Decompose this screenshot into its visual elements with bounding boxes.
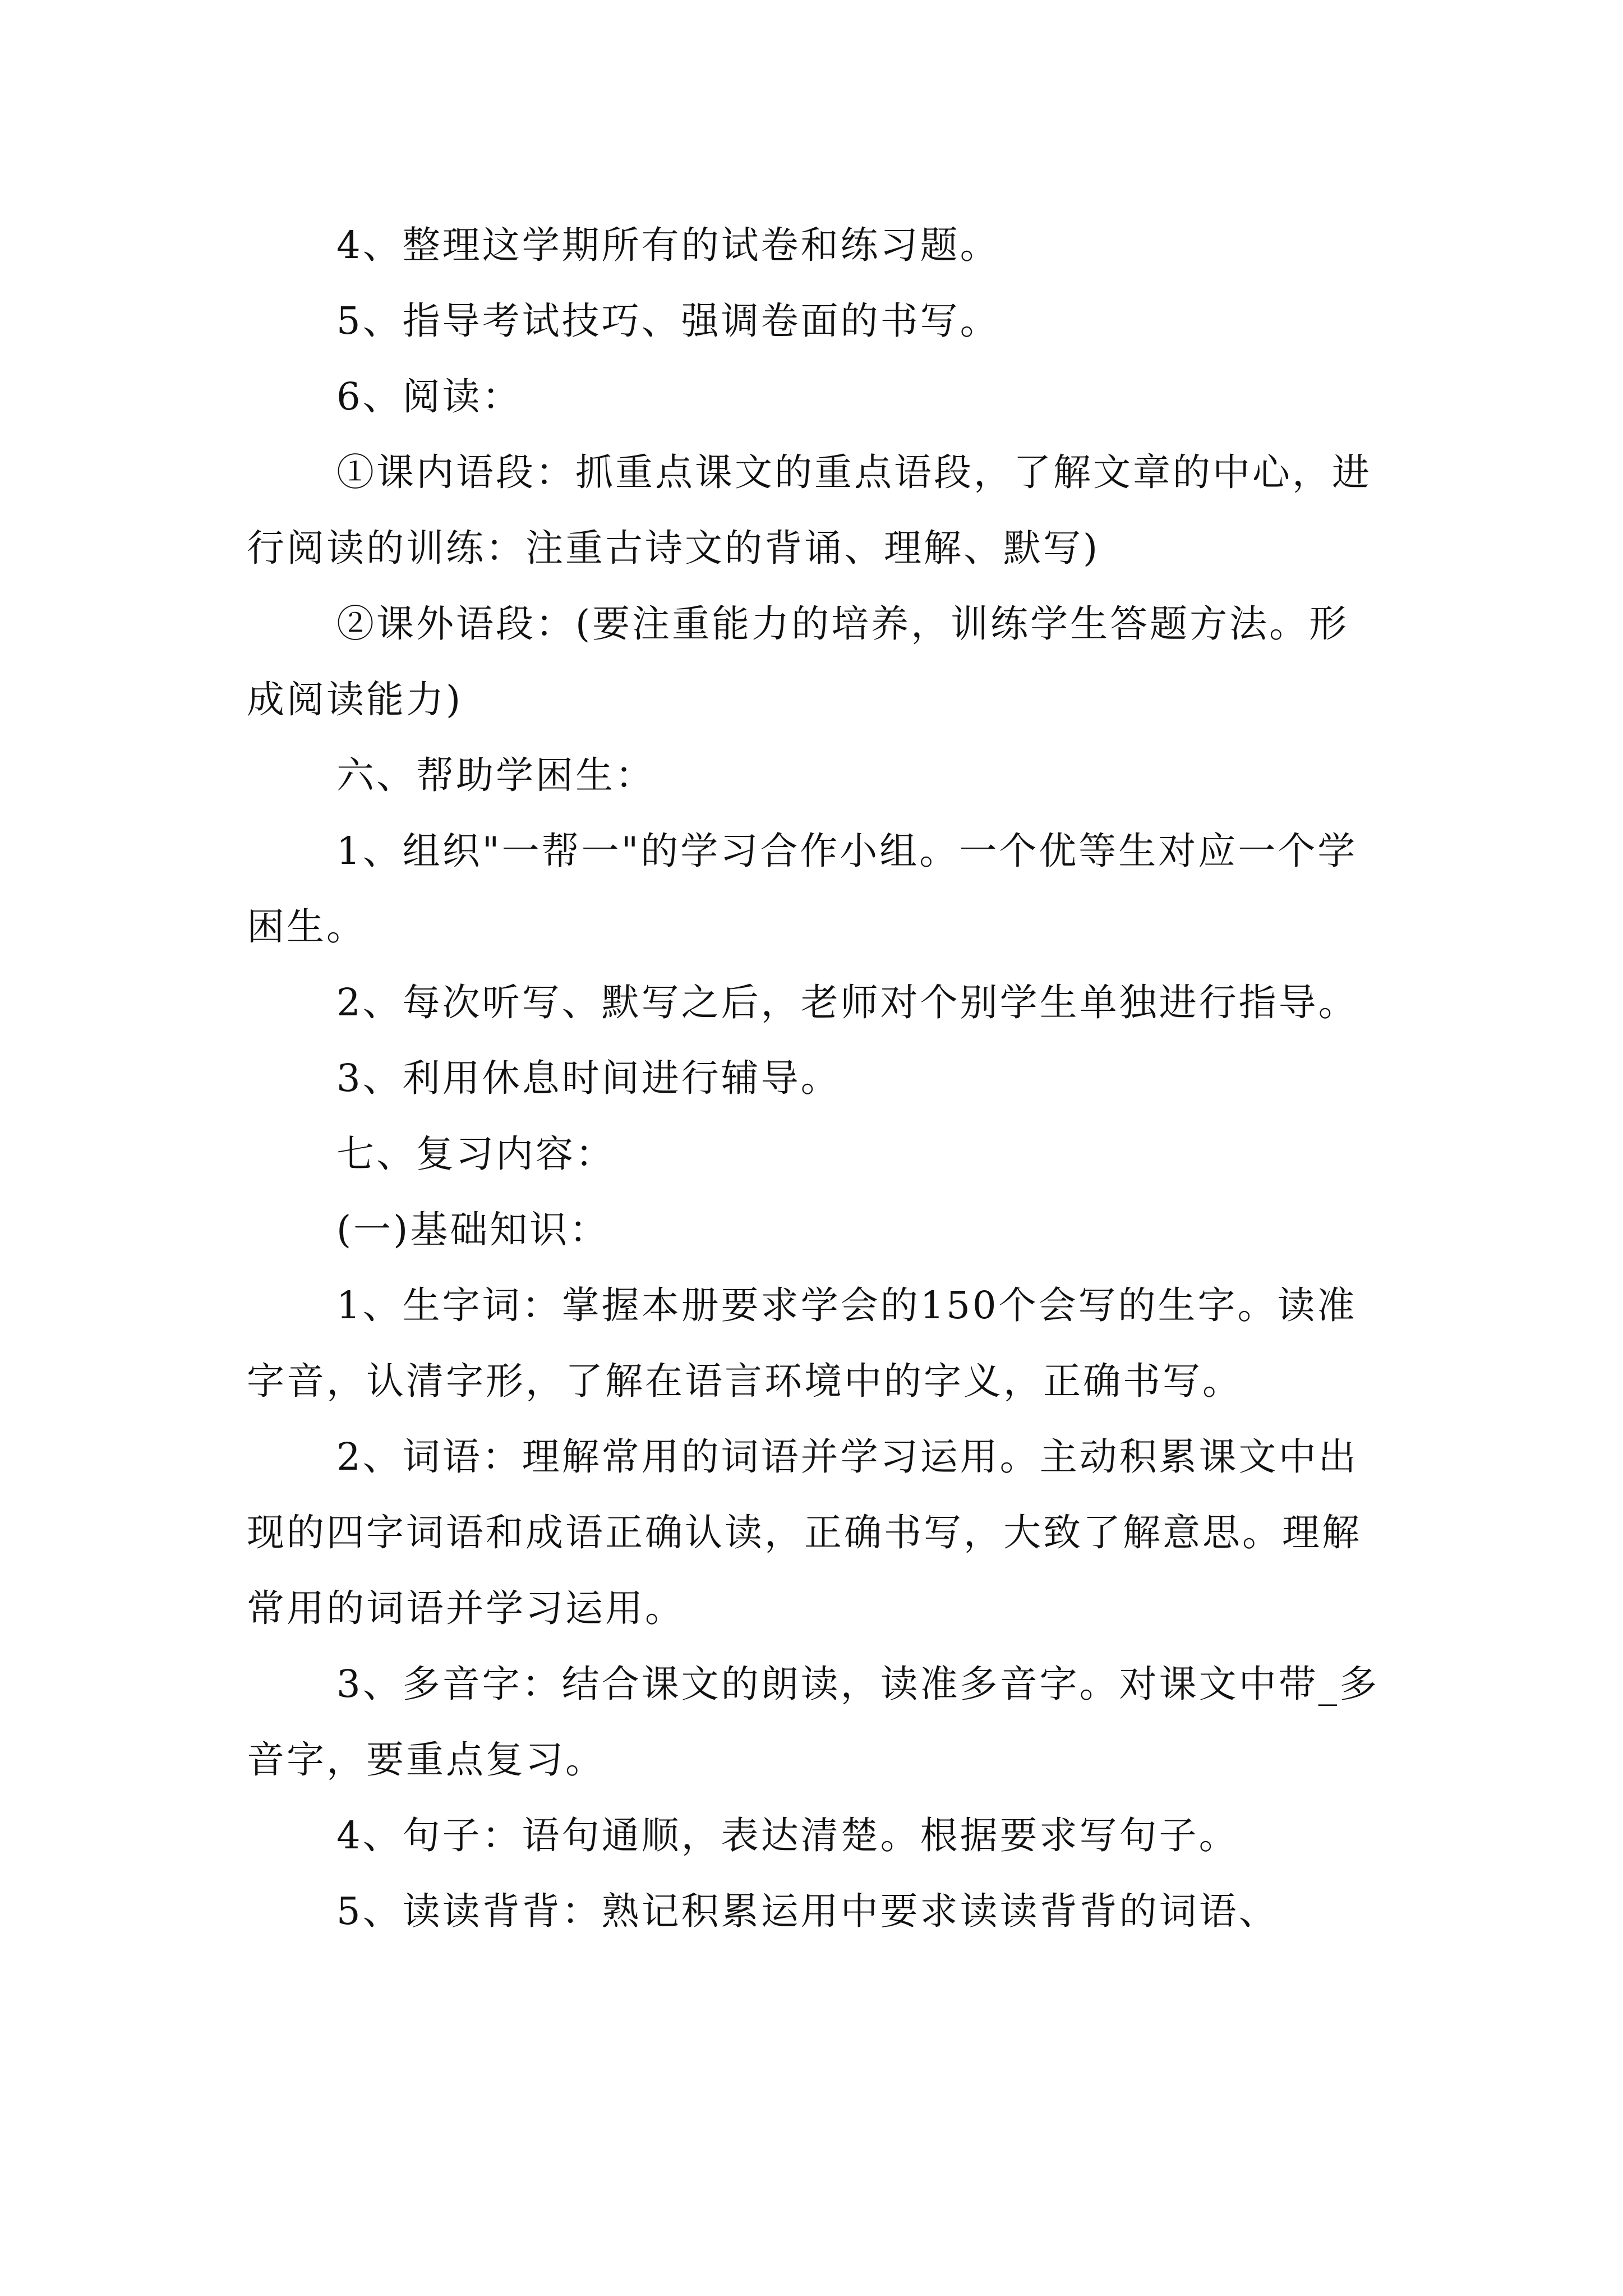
paragraph-review-item-3: 3、多音字：结合课文的朗读，读准多音字。对课文中带_多音字，要重点复习。 <box>247 1662 1380 1782</box>
paragraph-review-item-1: 1、生字词：掌握本册要求学会的150个会写的生字。读准字音，认清字形，了解在语言环境中的字义，正确书写。 <box>247 1283 1357 1403</box>
paragraph-review-item-2: 2、词语：理解常用的词语并学习运用。主动积累课文中出现的四字词语和成语正确认读，正确书写，大致了解意思。理解常用的词语并学习运用。 <box>247 1435 1362 1630</box>
subsection-heading-basic-knowledge: (一)基础知识： <box>336 1208 610 1251</box>
paragraph-item-5: 5、指导考试技巧、强调卷面的书写。 <box>336 299 1000 343</box>
paragraph-item-4: 4、整理这学期所有的试卷和练习题。 <box>336 223 1000 267</box>
paragraph-help-item-1: 1、组织"一帮一"的学习合作小组。一个优等生对应一个学困生。 <box>247 829 1358 949</box>
section-heading-help-students: 六、帮助学困生： <box>336 753 655 797</box>
paragraph-help-item-3: 3、利用休息时间进行辅导。 <box>336 1056 841 1100</box>
paragraph-extra-passages: ②课外语段：(要注重能力的培养，训练学生答题方法。形成阅读能力) <box>247 602 1349 721</box>
paragraph-reading-heading: 6、阅读： <box>336 375 522 418</box>
paragraph-in-class-passages: ①课内语段：抓重点课文的重点语段，了解文章的中心，进行阅读的训练：注重古诗文的背诵、理解、默写) <box>247 450 1372 570</box>
paragraph-review-item-5: 5、读读背背：熟记积累运用中要求读读背背的词语、 <box>336 1889 1279 1933</box>
paragraph-review-item-4: 4、句子：语句通顺，表达清楚。根据要求写句子。 <box>336 1814 1239 1857</box>
document-body <box>247 208 1380 1949</box>
paragraph-help-item-2: 2、每次听写、默写之后，老师对个别学生单独进行指导。 <box>336 981 1358 1024</box>
section-heading-review-content: 七、复习内容： <box>336 1132 615 1176</box>
